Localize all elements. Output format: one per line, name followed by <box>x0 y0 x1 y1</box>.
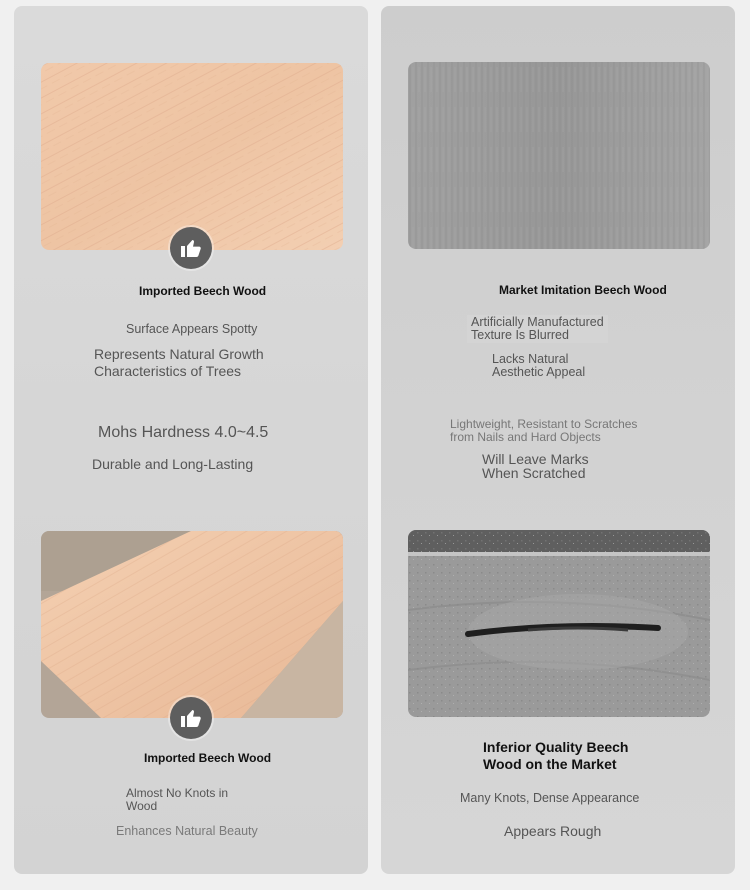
left-top-line2: Represents Natural Growth Characteristics of Trees <box>94 346 264 379</box>
right-bottom-heading: Inferior Quality Beech Wood on the Market <box>483 739 629 772</box>
right-top-heading: Market Imitation Beech Wood <box>499 283 667 297</box>
thumbs-up-badge <box>170 697 212 739</box>
left-bottom-heading: Imported Beech Wood <box>144 751 272 765</box>
right-top-line2: Lacks Natural Aesthetic Appeal <box>492 352 586 379</box>
left-top-line1: Surface Appears Spotty <box>126 322 258 336</box>
right-bottom-line2: Appears Rough <box>504 823 602 839</box>
thumbs-up-icon <box>179 706 203 730</box>
right-top-line3: Lightweight, Resistant to Scratches from Nails and Hard Objects <box>450 417 638 444</box>
right-bottom-line1: Many Knots, Dense Appearance <box>460 791 640 805</box>
left-bottom-line2: Enhances Natural Beauty <box>116 824 258 838</box>
imitation-wood-texture-photo <box>408 62 710 249</box>
left-top-line3: Mohs Hardness 4.0~4.5 <box>98 424 269 441</box>
beech-wood-texture-photo <box>41 63 343 250</box>
beech-wood-board-photo <box>41 531 343 718</box>
left-top-line4: Durable and Long-Lasting <box>92 456 254 472</box>
right-top-line1: Artificially Manufactured Texture Is Blurred <box>467 315 608 343</box>
thumbs-up-badge <box>170 227 212 269</box>
left-top-heading: Imported Beech Wood <box>139 284 267 298</box>
thumbs-up-icon <box>179 236 203 260</box>
right-top-line4: Will Leave Marks When Scratched <box>482 451 589 481</box>
imitation-wood-knot-photo <box>408 530 710 717</box>
left-bottom-line1: Almost No Knots in Wood <box>126 786 229 813</box>
